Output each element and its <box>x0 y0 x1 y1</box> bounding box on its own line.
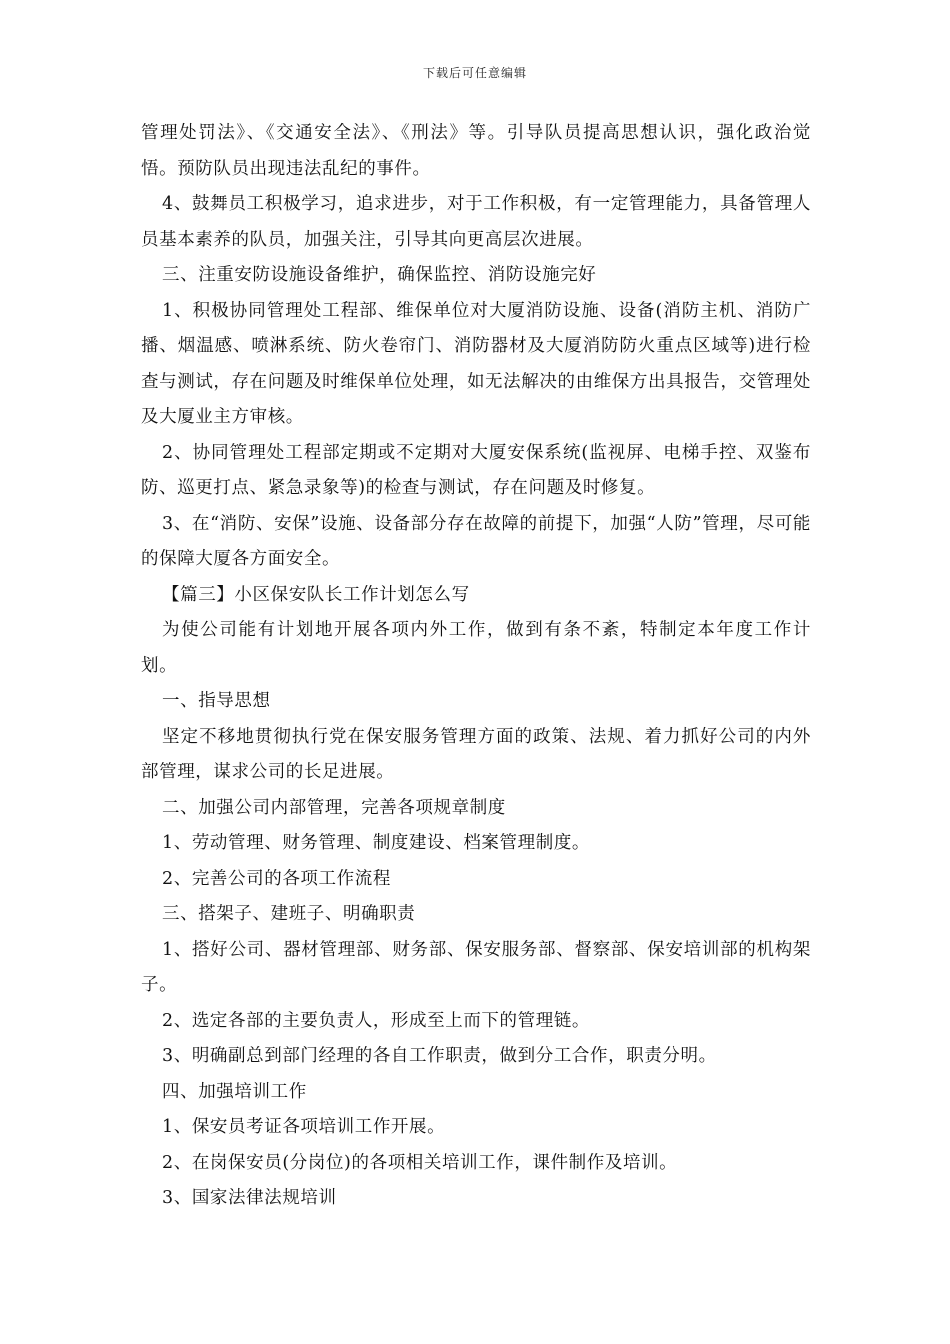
paragraph: 管理处罚法》、《交通安全法》、《刑法》等。引导队员提高思想认识，强化政治觉悟。预防队员出现违法乱纪的事件。 <box>141 123 811 179</box>
paragraph: 为使公司能有计划地开展各项内外工作，做到有条不紊，特制定本年度工作计划。 <box>141 620 811 676</box>
paragraph: 1、积极协同管理处工程部、维保单位对大厦消防设施、设备(消防主机、消防广播、烟温感、喷淋系统、防火卷帘门、消防器材及大厦消防防火重点区域等)进行检查与测试，存在问题及时维保单位处理，如无法解决的由维保方出具报告，交管理处及大厦业主方审核。 <box>141 300 811 427</box>
list-item: 1、保安员考证各项培训工作开展。 <box>162 1117 446 1137</box>
list-item: 2、完善公司的各项工作流程 <box>162 868 391 889</box>
section-heading: 四、加强培训工作 <box>162 1081 307 1102</box>
section-heading: 三、搭架子、建班子、明确职责 <box>162 904 416 924</box>
page-header: 下载后可任意编辑 <box>422 66 527 80</box>
list-item: 3、国家法律法规培训 <box>162 1188 337 1208</box>
list-item: 2、选定各部的主要负责人，形成至上而下的管理链。 <box>162 1010 591 1031</box>
list-item: 2、在岗保安员(分岗位)的各项相关培训工作，课件制作及培训。 <box>162 1152 678 1173</box>
list-item: 1、劳动管理、财务管理、制度建设、档案管理制度。 <box>162 833 591 853</box>
paragraph: 4、鼓舞员工积极学习，追求进步，对于工作积极，有一定管理能力，具备管理人员基本素养的队员，加强关注，引导其向更高层次进展。 <box>141 194 811 250</box>
list-item: 3、明确副总到部门经理的各自工作职责，做到分工合作，职责分明。 <box>162 1046 717 1066</box>
section-heading: 一、指导思想 <box>162 691 271 711</box>
paragraph: 坚定不移地贯彻执行党在保安服务管理方面的政策、法规、着力抓好公司的内外部管理，谋求公司的长足进展。 <box>141 726 811 782</box>
section-heading: 二、加强公司内部管理，完善各项规章制度 <box>162 797 506 818</box>
document-body <box>141 116 811 1217</box>
paragraph: 2、协同管理处工程部定期或不定期对大厦安保系统(监视屏、电梯手控、双鉴布防、巡更打点、紧急录象等)的检查与测试，存在问题及时修复。 <box>141 442 811 498</box>
list-item: 1、搭好公司、器材管理部、财务部、保安服务部、督察部、保安培训部的机构架子。 <box>141 939 811 995</box>
chapter-title: 【篇三】小区保安队长工作计划怎么写 <box>162 584 470 605</box>
paragraph: 3、在“消防、安保”设施、设备部分存在故障的前提下，加强“人防”管理，尽可能的保障大厦各方面安全。 <box>141 513 811 569</box>
section-heading: 三、注重安防设施设备维护，确保监控、消防设施完好 <box>162 265 597 285</box>
